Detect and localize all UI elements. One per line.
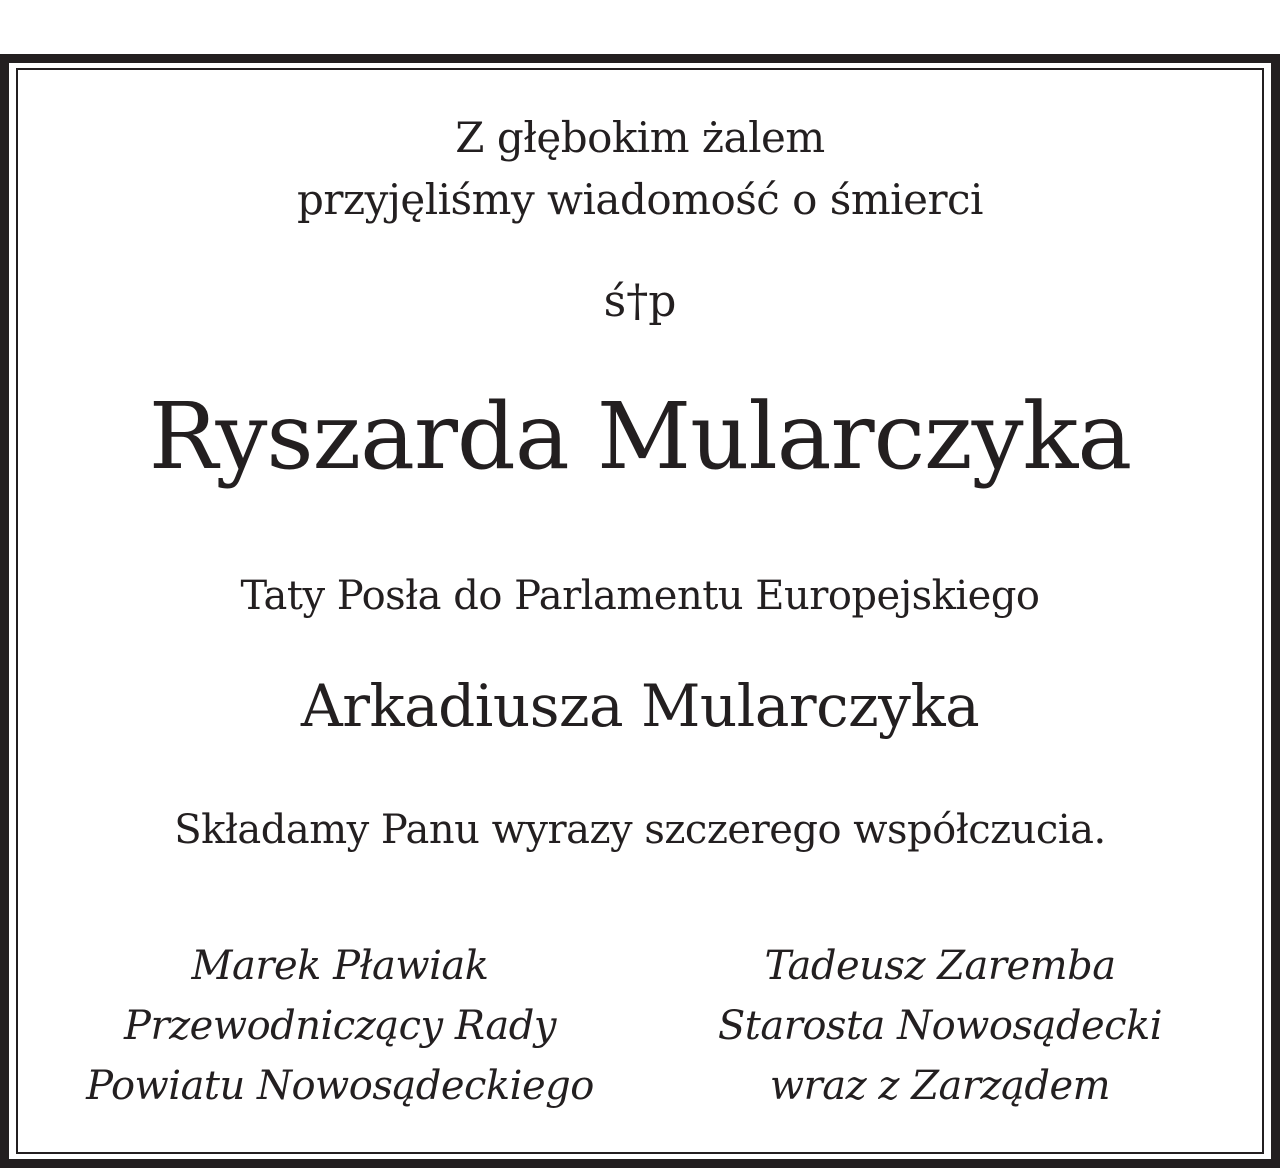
relation-line: Taty Posła do Parlamentu Europejskiego: [240, 573, 1040, 619]
stp-cross-abbreviation: ś†p: [603, 276, 677, 327]
signature-right: [640, 936, 1240, 1116]
signature-right-role-1: Starosta Nowosądecki: [717, 1003, 1163, 1049]
signature-left-name: Marek Pławiak: [191, 943, 489, 989]
intro-line-1: Z głębokim żalem: [455, 113, 825, 162]
signature-left: [40, 936, 640, 1116]
signature-right-name: Tadeusz Zaremba: [764, 943, 1116, 989]
son-name: Arkadiusza Mularczyka: [300, 672, 980, 740]
deceased-name: Ryszarda Mularczyka: [148, 383, 1132, 490]
signature-right-role-2: wraz z Zarządem: [769, 1063, 1111, 1109]
condolence-text: Składamy Panu wyrazy szczerego współczucia.: [174, 807, 1106, 853]
signature-left-role-2: Powiatu Nowosądeckiego: [86, 1063, 594, 1109]
intro-line-2: przyjęliśmy wiadomość o śmierci: [297, 175, 983, 224]
signature-left-role-1: Przewodniczący Rady: [124, 1003, 556, 1049]
